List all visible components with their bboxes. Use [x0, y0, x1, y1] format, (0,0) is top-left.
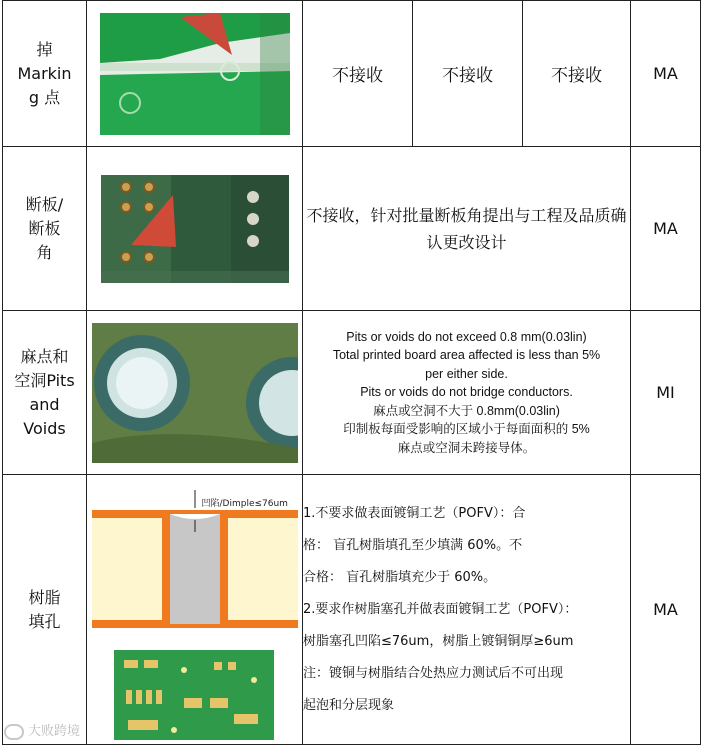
criteria-cell: 不接收，针对批量断板角提出与工程及品质确认更改设计 [303, 147, 631, 311]
criteria-cell: 不接收 [303, 1, 413, 147]
table-row [3, 475, 701, 745]
inspection-spec-table [2, 0, 701, 745]
criteria-cell: Pits or voids do not exceed 0.8 mm(0.03lin) Total printed board area affected is less than 5% per either side. Pits or voids do not bridge conductors. 麻点或空洞不大于 0.8mm(0.03lin) 印制板每面受影响的区域小于每面面积的 5% 麻点或空洞未跨接导体。 [303, 311, 631, 475]
criteria-cell: 不接收 [413, 1, 523, 147]
green-pcb-peeled-marking-photo [100, 13, 290, 135]
table-row [3, 1, 701, 147]
diagram-label: 凹陷/Dimple≤76um [201, 498, 288, 509]
watermark: 大败跨境 [4, 720, 80, 740]
grade-cell: MA [631, 475, 701, 745]
pcb-broken-corner-photo [101, 175, 289, 283]
pcb-pits-voids-closeup-photo [92, 323, 298, 463]
defect-name-cell: 断板/ 断板 角 [3, 147, 87, 311]
table-row [3, 147, 701, 311]
grade-cell: MI [631, 311, 701, 475]
defect-image-cell [87, 147, 303, 311]
defect-image-cell [87, 475, 303, 745]
grade-cell: MA [631, 147, 701, 311]
grade-cell: MA [631, 1, 701, 147]
criteria-cell: 不接收 [523, 1, 631, 147]
watermark-logo-icon [4, 724, 24, 740]
defect-name-cell: 树脂 填孔 [3, 475, 87, 745]
defect-name-cell: 掉 Markin g 点 [3, 1, 87, 147]
table-row [3, 311, 701, 475]
green-pcb-pads-photo [114, 650, 274, 740]
defect-name-cell: 麻点和 空洞Pits and Voids [3, 311, 87, 475]
defect-image-cell [87, 311, 303, 475]
defect-image-cell [87, 1, 303, 147]
criteria-cell: 1.不要求做表面镀铜工艺（POFV）：合 格： 盲孔树脂填孔至少填满 60%。不 合格： 盲孔树脂填充少于 60%。 2.要求作树脂塞孔并做表面镀铜工艺（POFV）： 树脂塞孔凹陷≤76um，树脂上镀铜铜厚≥6um 注：镀铜与树脂结合处热应力测试后不可出现 起泡和分层现象 [303, 475, 631, 745]
